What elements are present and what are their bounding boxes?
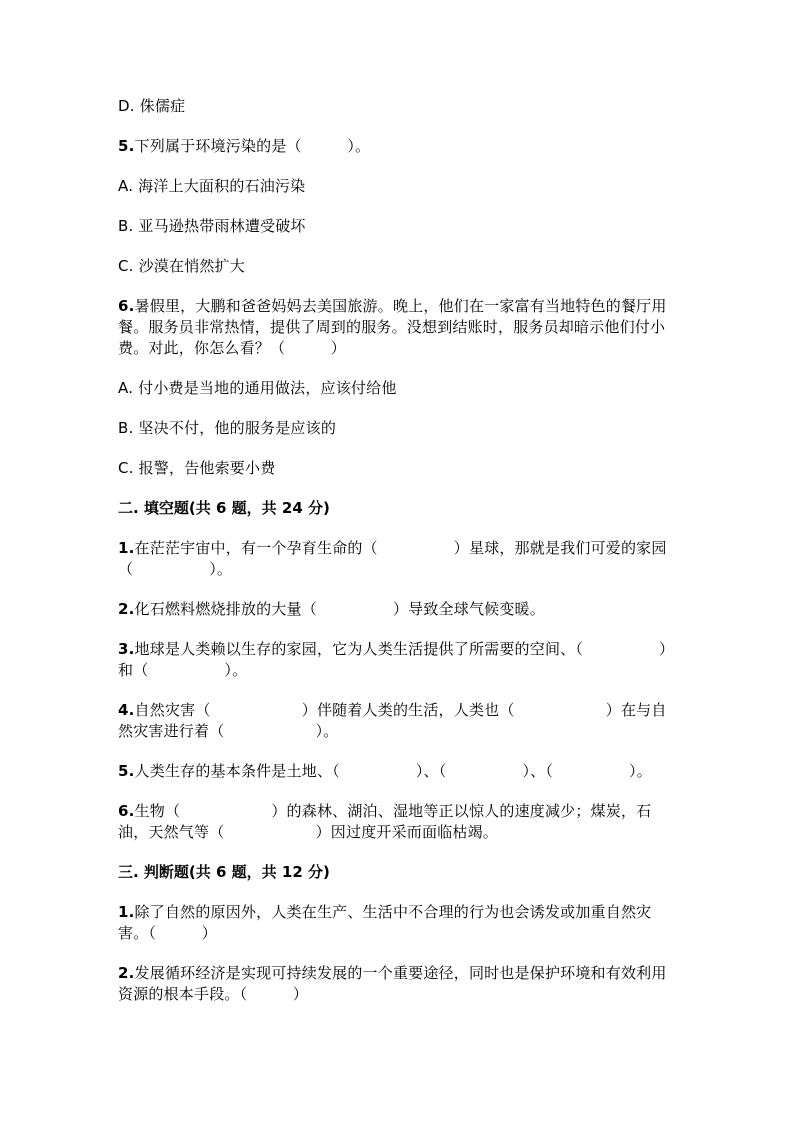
question-number: 5.: [118, 137, 135, 155]
question-number: 6.: [118, 802, 135, 820]
section-title-fill-blank: 二. 填空题(共 6 题，共 24 分): [118, 499, 330, 517]
q6-option-b: B. 坚决不付，他的服务是应该的: [118, 419, 337, 437]
q5-option-b: B. 亚马逊热带雨林遭受破坏: [118, 217, 306, 235]
question-number: 6.: [118, 297, 135, 315]
question-number: 5.: [118, 762, 135, 780]
fill-q4: [118, 700, 670, 742]
tf-q2: [118, 963, 670, 1005]
q6-option-c: C. 报警，告他索要小费: [118, 459, 276, 477]
question-number: 2.: [118, 964, 135, 982]
question-text: 生物（ ）的森林、湖泊、湿地等正以惊人的速度减少；煤炭，石油，天然气等（ ）因过度开采而面临枯竭。: [118, 802, 652, 841]
exam-page: [118, 96, 670, 1024]
question-number: 2.: [118, 600, 135, 618]
section-title-true-false: 三. 判断题(共 6 题，共 12 分): [118, 863, 330, 881]
fill-q6: [118, 801, 670, 843]
tf-q1: [118, 902, 670, 944]
fill-q5: [118, 761, 670, 782]
fill-q3: [118, 639, 670, 681]
question-number: 1.: [118, 539, 135, 557]
question-text: 除了自然的原因外，人类在生产、生活中不合理的行为也会诱发或加重自然灾害。（ ）: [118, 903, 652, 942]
question-number: 3.: [118, 640, 135, 658]
question-text: 在茫茫宇宙中，有一个孕育生命的（ ）星球，那就是我们可爱的家园（ ）。: [118, 539, 667, 578]
question-text: 发展循环经济是实现可持续发展的一个重要途径，同时也是保护环境和有效利用资源的根本手段。（ ）: [118, 964, 667, 1003]
question-number: 4.: [118, 701, 135, 719]
question-number: 1.: [118, 903, 135, 921]
question-text: 下列属于环境污染的是（ ）。: [134, 137, 371, 155]
q6-option-a: A. 付小费是当地的通用做法，应该付给他: [118, 379, 397, 397]
question-text: 化石燃料燃烧排放的大量（ ）导致全球气候变暖。: [134, 600, 545, 618]
question-text: 自然灾害（ ）伴随着人类的生活，人类也（ ）在与自然灾害进行着（ ）。: [118, 701, 667, 740]
q6-stem: [118, 296, 670, 359]
q5-option-a: A. 海洋上大面积的石油污染: [118, 177, 306, 195]
question-text: 暑假里，大鹏和爸爸妈妈去美国旅游。晚上，他们在一家富有当地特色的餐厅用餐。服务员非常热情，提供了周到的服务。没想到结账时，服务员却暗示他们付小费。对此，你怎么看？（ ）: [118, 297, 667, 357]
q4-option-d: D. 侏儒症: [118, 97, 186, 115]
fill-q1: [118, 538, 670, 580]
q5-option-c: C. 沙漠在悄然扩大: [118, 257, 246, 275]
q5-stem: [118, 136, 670, 157]
question-text: 人类生存的基本条件是土地、（ ）、（ ）、（ ）。: [134, 762, 652, 780]
fill-q2: [118, 599, 670, 620]
question-text: 地球是人类赖以生存的家园，它为人类生活提供了所需要的空间、（ ）和（ ）。: [118, 640, 667, 679]
